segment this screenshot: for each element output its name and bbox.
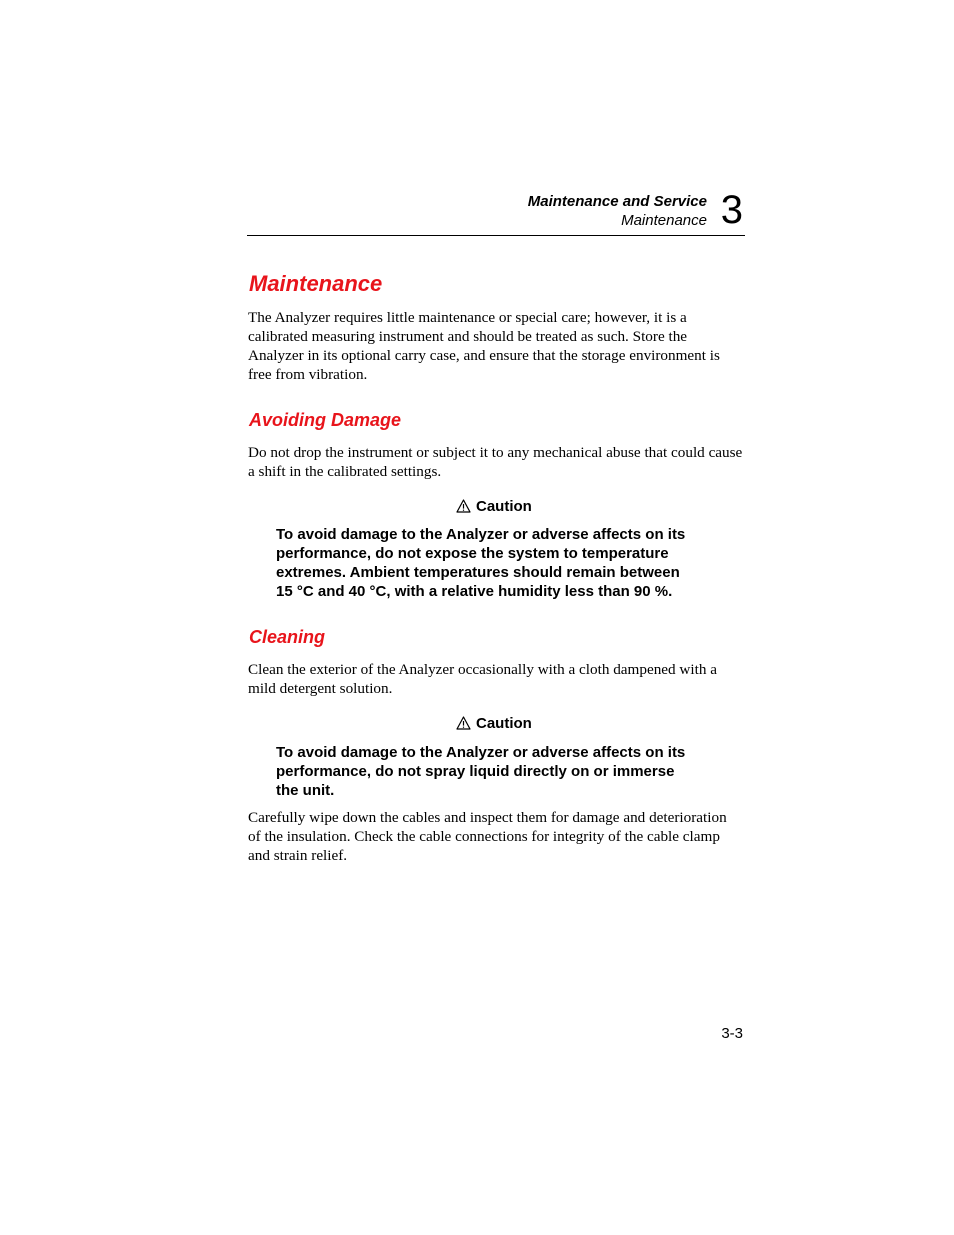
heading-avoiding-damage: Avoiding Damage <box>249 410 402 430</box>
chapter-title: Maintenance and Service <box>527 193 707 210</box>
chapter-number: 3 <box>720 188 743 232</box>
caution-line: 15 °C and 40 °C, with a relative humidity less than 90 %. <box>276 583 673 600</box>
running-header <box>247 188 745 236</box>
caution-text-1 <box>276 525 716 601</box>
caution-line: performance, do not expose the system to temperature <box>276 545 669 562</box>
section-title: Maintenance <box>621 212 707 229</box>
caution-line: the unit. <box>276 782 335 799</box>
caution-line: extremes. Ambient temperatures should remain between <box>276 564 680 581</box>
running-header-text <box>528 192 707 230</box>
paragraph-cable-inspection: Carefully wipe down the cables and inspect them for damage and deterioration of the insulation. Check the cable connections for integrity of the cable clamp and strain relief. <box>248 809 727 864</box>
caution-label: Caution <box>476 498 532 515</box>
heading-cleaning: Cleaning <box>249 627 326 647</box>
heading-maintenance: Maintenance <box>249 271 383 296</box>
caution-label: Caution <box>476 715 532 732</box>
warning-triangle-icon <box>456 499 471 513</box>
caution-line: performance, do not spray liquid directly on or immerse <box>276 763 675 780</box>
caution-line: To avoid damage to the Analyzer or adverse affects on its <box>276 744 686 761</box>
caution-text-2 <box>276 743 716 800</box>
paragraph-cleaning: Clean the exterior of the Analyzer occasionally with a cloth dampened with a mild detergent solution. <box>248 661 717 697</box>
caution-line: To avoid damage to the Analyzer or adverse affects on its <box>276 526 686 543</box>
page-number: 3-3 <box>721 1025 743 1042</box>
paragraph-maintenance: The Analyzer requires little maintenance or special care; however, it is a calibrated measuring instrument and should be treated as such. Store the Analyzer in its optional carry case, and ensure that the storage environment is free from vibration. <box>248 309 720 383</box>
paragraph-avoiding-damage: Do not drop the instrument or subject it to any mechanical abuse that could cause a shift in the calibrated settings. <box>248 444 743 480</box>
warning-triangle-icon <box>456 716 471 730</box>
